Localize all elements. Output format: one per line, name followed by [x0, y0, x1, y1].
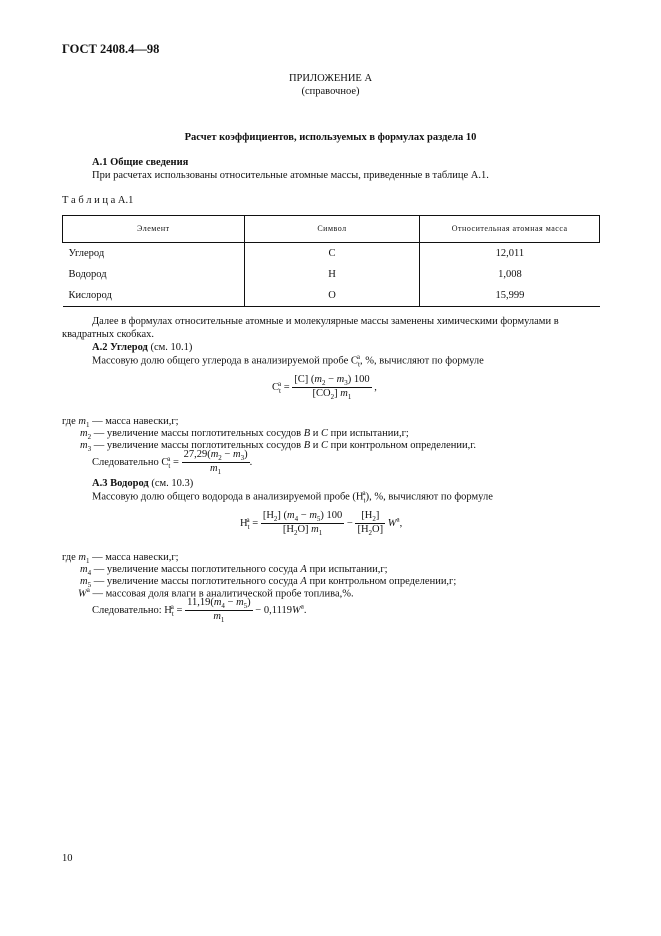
a2-text-sup: a: [356, 353, 360, 361]
a2-var-2: $m_2$ — увеличение массы поглотительных сосудов B и C при испытании,г;: [80, 428, 409, 442]
a2-num: А.2: [92, 342, 108, 353]
carbon-numerator: [C] $(m_2 - m_3)$ 100: [294, 374, 370, 388]
table-header-symbol: Символ: [244, 216, 420, 243]
carbon-result: Следовательно $C_t^a$ = $\frac{27,29(m_2 - m_3)}{m_1}$ .: [92, 449, 253, 477]
note-line-2: квадратных скобках.: [62, 329, 154, 340]
table-cell: Водород: [63, 264, 245, 285]
table-cell: Углерод: [63, 243, 245, 265]
a1-text: При расчетах использованы относительные атомные массы, приведенные в таблице А.1.: [92, 170, 489, 181]
carbon-result-fraction: $\frac{27,29(m_2 - m_3)}{m_1}$: [183, 449, 248, 477]
carbon-formula: $C_t^a$ = $\frac{[C] (m_2 - m_3) 100}{[CO_2] m_1}$ ,: [272, 374, 377, 402]
a3-var-3: $m_5$ — увеличение массы поглотительного сосуда A при контрольном определении,г;: [80, 576, 457, 590]
page-number: 10: [62, 853, 73, 864]
a2-title: Углерод: [110, 342, 148, 353]
a3-num: А.3: [92, 478, 108, 489]
hydrogen-formula: $H_t^a$ = $\frac{[H_2] (m_4 - m_5) 100}{[H_2O] m_1}$ − $\frac{[H_2]}{[H_2O]}$ $W^a$,: [240, 510, 403, 538]
table-cell: C: [244, 243, 420, 265]
carbon-lhs: [272, 379, 282, 396]
table-row: [63, 264, 600, 285]
table-cell: 15,999: [420, 285, 600, 307]
a3-title: Водород: [110, 478, 149, 489]
table-row: [63, 285, 600, 307]
carbon-denominator: $[CO_2]$ $m_1$: [312, 388, 352, 402]
table-header-element: Элемент: [63, 216, 245, 243]
document-id: ГОСТ 2408.4—98: [62, 42, 160, 56]
carbon-result-label: Следовательно C: [92, 457, 169, 469]
hydrogen-result: Следовательно: $H_t^a$ = $\frac{11,19(m_4 - m_5)}{m_1}$ − $0,1119W^a$.: [92, 597, 307, 625]
section-title: Расчет коэффициентов, используемых в формулах раздела 10: [184, 132, 477, 143]
hydrogen-result-label: Следовательно: H: [92, 605, 172, 617]
a1-num: А.1: [92, 157, 108, 168]
hydrogen-fraction-2: $\frac{[H_2]}{[H_2O]}$: [357, 510, 384, 538]
table-cell: 1,008: [498, 268, 522, 280]
a2-var-3: $m_3$ — увеличение массы поглотительных сосудов B и C при контрольном определении,г.: [80, 440, 477, 454]
a1-heading: [92, 156, 188, 169]
a2-text-after: , %, вычисляют по формуле: [360, 355, 484, 367]
table-cell: H: [244, 264, 420, 285]
atomic-mass-table: [62, 215, 600, 307]
a2-text-before: Массовую долю общего углерода в анализируемой пробе C: [92, 355, 358, 367]
a3-text: Массовую долю общего водорода в анализируемой пробе $(H_t^a)$, %, вычисляют по формуле: [92, 489, 493, 505]
table-cell: Кислород: [63, 285, 245, 307]
carbon-fraction: [292, 374, 371, 401]
table-caption: Т а б л и ц а А.1: [62, 195, 134, 206]
appendix-title: ПРИЛОЖЕНИЕ А: [288, 73, 373, 84]
a3-ref: (см. 10.3): [151, 478, 194, 489]
a2-text: [92, 353, 484, 369]
carbon-lhs-symbol: C: [272, 382, 280, 394]
carbon-lhs-sub: t: [279, 387, 281, 396]
table-header-mass: Относительная атомная масса: [420, 216, 600, 243]
hydrogen-lhs: H: [240, 518, 248, 530]
appendix-subtitle: (справочное): [301, 86, 360, 97]
a2-ref: (см. 10.1): [150, 342, 193, 353]
a1-title: Общие сведения: [110, 157, 189, 168]
a3-var-4: $W^a$ — массовая доля влаги в аналитической пробе топлива,%.: [78, 586, 354, 600]
table-cell: 12,011: [495, 247, 525, 259]
table-row: [63, 243, 600, 265]
carbon-formula-trail: ,: [374, 382, 377, 394]
carbon-lhs-sup: a: [277, 379, 282, 388]
hydrogen-fraction-1: $\frac{[H_2] (m_4 - m_5) 100}{[H_2O] m_1}$: [262, 510, 343, 538]
a3-var-1: где $m_1$ — масса навески,г;: [62, 552, 179, 566]
a2-text-sub: t: [357, 360, 360, 369]
a3-var-2: $m_4$ — увеличение массы поглотительного сосуда A при испытании,г;: [80, 564, 388, 578]
note-line-1: Далее в формулах относительные атомные и молекулярные массы заменены химическими формулами в: [92, 316, 559, 327]
hydrogen-result-fraction: $\frac{11,19(m_4 - m_5)}{m_1}$: [187, 597, 251, 625]
table-cell: O: [244, 285, 420, 307]
a2-var-1: где $m_1$ — масса навески,г;: [62, 416, 179, 430]
